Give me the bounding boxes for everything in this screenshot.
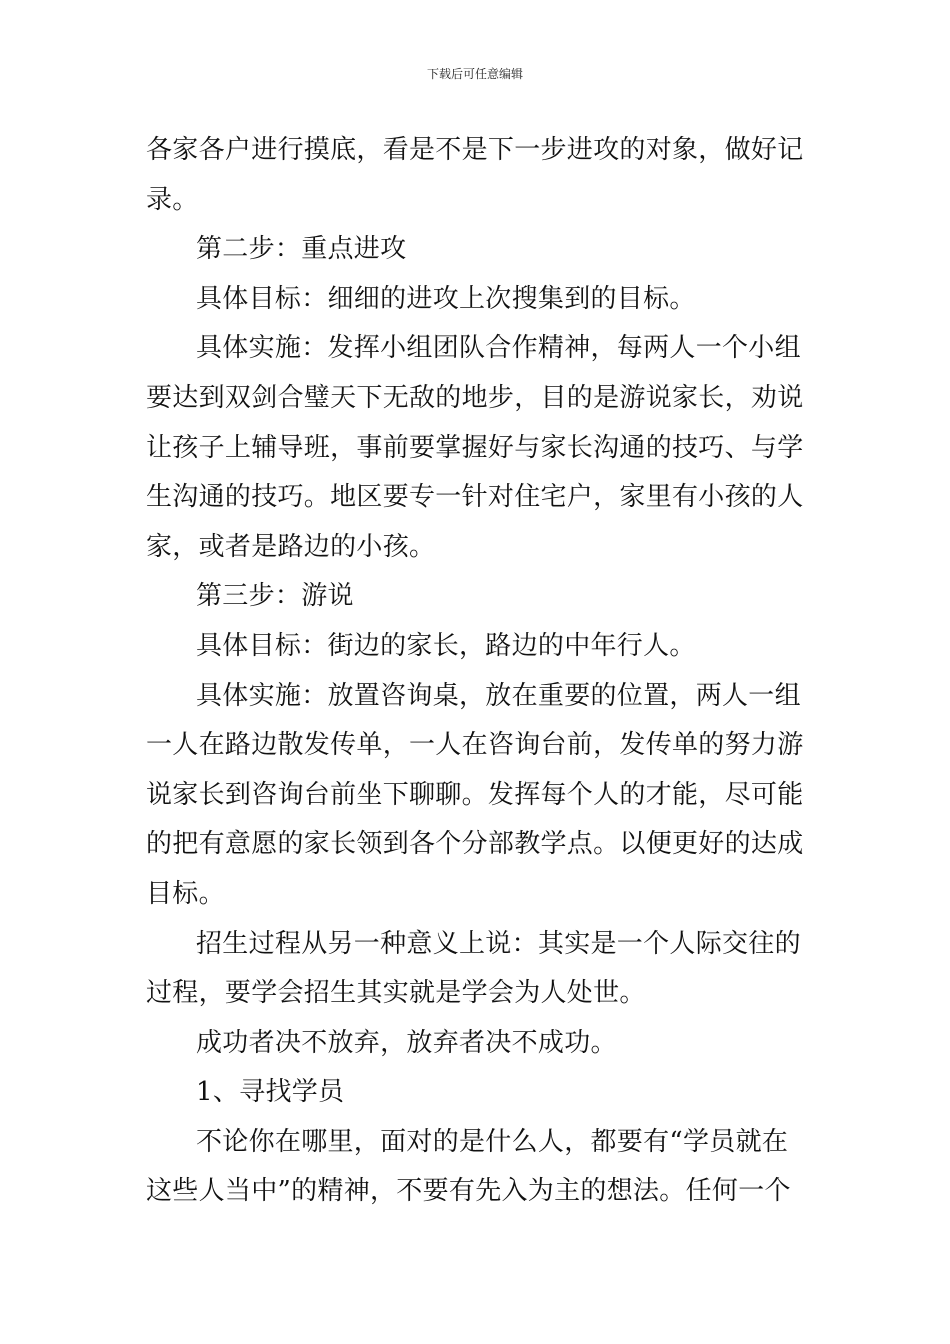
text-line: 家，或者是路边的小孩。 xyxy=(146,531,436,562)
text-line: 的把有意愿的家长领到各个分部教学点。以便更好的达成 xyxy=(146,829,804,860)
text-line: 过程，要学会招生其实就是学会为人处世。 xyxy=(146,978,646,1009)
text-line: 招生过程从另一种意义上说：其实是一个人际交往的 xyxy=(196,928,801,959)
page-header: 下载后可任意编辑 xyxy=(426,67,523,81)
text-line: 成功者决不放弃，放弃者决不成功。 xyxy=(196,1027,617,1058)
text-line: 具体目标：细细的进攻上次搜集到的目标。 xyxy=(196,283,696,314)
text-line: 一人在路边散发传单，一人在咨询台前，发传单的努力游 xyxy=(146,730,804,761)
text-line: 生沟通的技巧。地区要专一针对住宅户，家里有小孩的人 xyxy=(146,482,804,513)
text-line: 具体目标：街边的家长，路边的中年行人。 xyxy=(196,630,696,661)
step-heading: 第三步：游说 xyxy=(196,581,354,612)
text-line: 具体实施：发挥小组团队合作精神，每两人一个小组 xyxy=(196,333,801,364)
text-line: 不论你在哪里，面对的是什么人，都要有“学员就在 xyxy=(196,1126,789,1157)
text-line: 目标。 xyxy=(146,878,225,909)
text-line: 这些人当中”的精神，不要有先入为主的想法。任何一个 xyxy=(146,1176,791,1207)
document-body xyxy=(146,126,808,1217)
text-line: 录。 xyxy=(146,184,199,215)
text-line: 具体实施：放置咨询桌，放在重要的位置，两人一组 xyxy=(196,680,801,711)
text-line: 说家长到咨询台前坐下聊聊。发挥每个人的才能，尽可能 xyxy=(146,779,804,810)
text-line: 要达到双剑合璧天下无敌的地步，目的是游说家长，劝说 xyxy=(146,382,804,413)
text-line: 各家各户进行摸底，看是不是下一步进攻的对象，做好记 xyxy=(146,135,804,165)
section-heading: 1、寻找学员 xyxy=(196,1077,345,1108)
step-heading: 第二步：重点进攻 xyxy=(196,234,407,265)
text-line: 让孩子上辅导班，事前要掌握好与家长沟通的技巧、与学 xyxy=(146,432,804,463)
